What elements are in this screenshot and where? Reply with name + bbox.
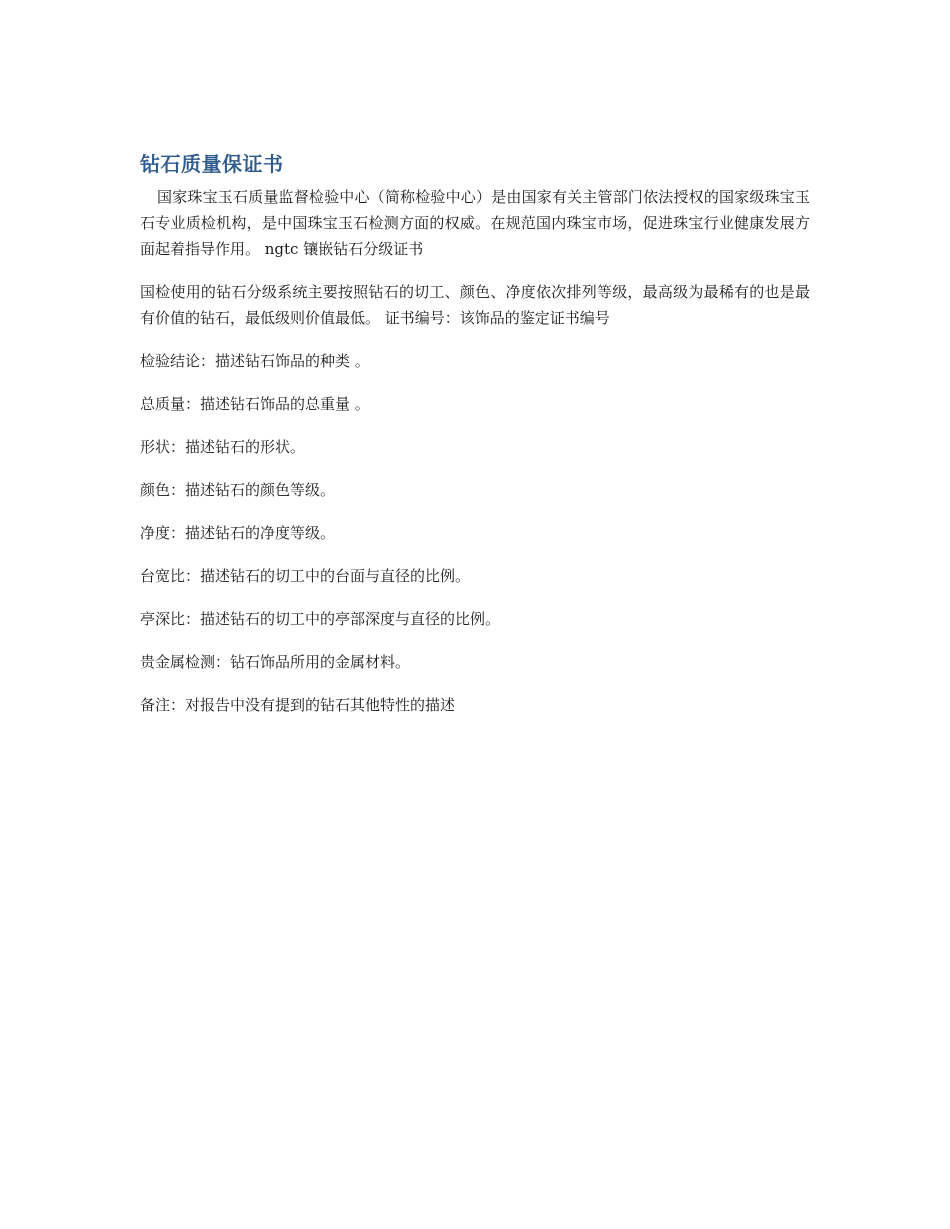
inspection-conclusion-item: 检验结论：描述钻石饰品的种类 。: [140, 352, 370, 370]
pavilion-depth-item: 亭深比：描述钻石的切工中的亭部深度与直径的比例。: [140, 610, 501, 628]
grading-system-paragraph: 国检使用的钻石分级系统主要按照钻石的切工、颜色、净度依次排列等级，最高级为最稀有的也是最有价值的钻石，最低级则价值最低。 证书编号：该饰品的鉴定证书编号: [140, 283, 810, 327]
document-title: 钻石质量保证书: [140, 152, 284, 176]
intro-paragraph: 国家珠宝玉石质量监督检验中心（简称检验中心）是由国家有关主管部门依法授权的国家级珠宝玉石专业质检机构，是中国珠宝玉石检测方面的权威。在规范国内珠宝市场，促进珠宝行业健康发展方面起着指导作用。 ngtc 镶嵌钻石分级证书: [140, 188, 810, 258]
document-page: [140, 148, 810, 735]
shape-item: 形状：描述钻石的形状。: [140, 438, 306, 456]
clarity-item: 净度：描述钻石的净度等级。: [140, 524, 336, 542]
table-ratio-item: 台宽比：描述钻石的切工中的台面与直径的比例。: [140, 567, 471, 585]
remarks-item: 备注：对报告中没有提到的钻石其他特性的描述: [140, 696, 456, 714]
precious-metal-item: 贵金属检测：钻石饰品所用的金属材料。: [140, 653, 411, 671]
color-item: 颜色：描述钻石的颜色等级。: [140, 481, 336, 499]
total-weight-item: 总质量：描述钻石饰品的总重量 。: [140, 395, 370, 413]
